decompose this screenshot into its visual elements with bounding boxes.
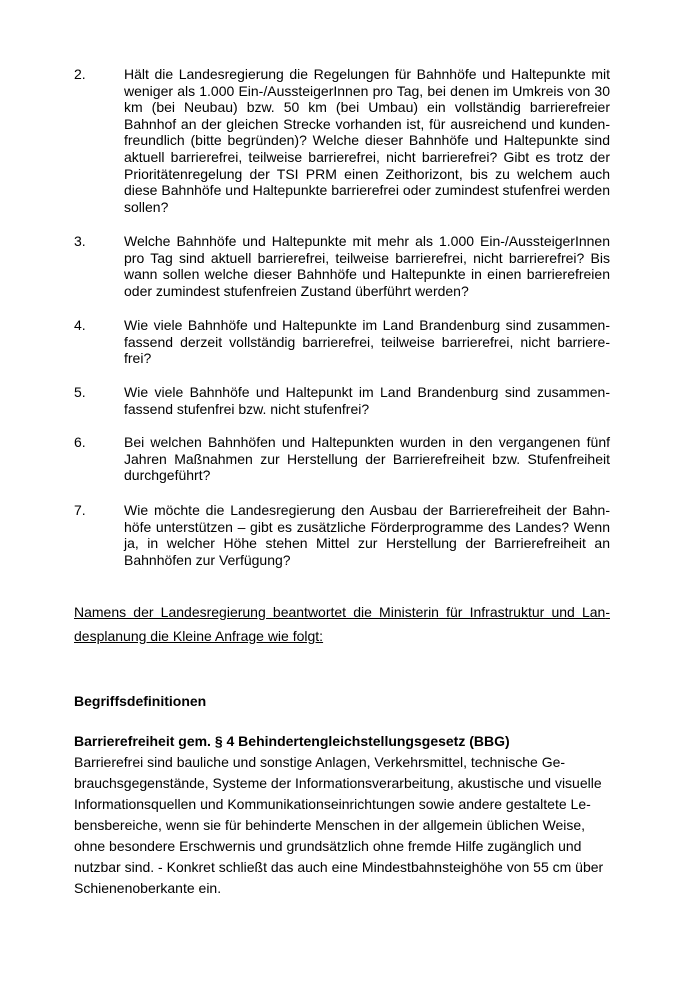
question-number: 7. [74, 502, 86, 518]
question-5 [74, 384, 610, 417]
question-text: Welche Bahnhöfe und Haltepunkte mit mehr als 1.000 Ein-/AussteigerInnen pro Tag sind aktuell barrierefrei, teilweise barrierefrei, nicht barrierefrei? Bis wann sollen welche dieser Bahnhöfe und Haltepunkte in einen barrierefreien oder zumindest stufenfreien Zustand überführt werden? [124, 233, 610, 299]
question-6 [74, 434, 610, 484]
definition-heading: Barrierefreiheit gem. § 4 Behindertengleichstellungsgesetz (BBG) [74, 733, 510, 749]
question-text: Wie viele Bahnhöfe und Haltepunkte im Land Brandenburg sind zusammenfassend derzeit vollständig barrierefrei, teilweise barrierefrei, nicht barrierefrei? [124, 317, 610, 367]
question-number: 5. [74, 384, 86, 400]
question-3 [74, 233, 610, 299]
question-text: Bei welchen Bahnhöfen und Haltepunkten wurden in den vergangenen fünf Jahren Maßnahmen zur Herstellung der Barrierefreiheit bzw. Stufenfreiheit durchgeführt? [124, 434, 610, 484]
question-text: Hält die Landesregierung die Regelungen für Bahnhöfe und Haltepunkte mit weniger als 1.000 Ein-/AussteigerInnen pro Tag, bei denen im Umkreis von 30 km (bei Neubau) bzw. 50 km (bei Umbau) ein vollständig barrierefreier Bahnhof an der gleichen Strecke vorhanden ist, für ausreichend und kundenfreundlich (bitte begründen)? Welche dieser Bahnhöfe und Haltepunkte sind aktuell barrierefrei, teilweise barrierefrei, nicht barrierefrei? Gibt es trotz der Prioritätenregelung der TSI PRM einen Zeithorizont, bis zu welchem auch diese Bahnhöfe und Haltepunkte barrierefrei oder zumindest stufenfrei werden sollen? [124, 66, 610, 215]
question-number: 2. [74, 66, 86, 82]
section-heading: Begriffsdefinitionen [74, 693, 207, 709]
definition-text: Barrierefrei sind bauliche und sonstige Anlagen, Verkehrsmittel, technische Gebrauchsgegenstände, Systeme der Informationsverarbeitung, akustische und visuelle Informationsquellen und Kommunikationseinrichtungen sowie andere gestaltete Lebensbereiche, wenn sie für behinderte Menschen in der allgemein üblichen Weise, ohne besondere Erschwernis und grundsätzlich ohne fremde Hilfe zugänglich und nutzbar sind. - Konkret schließt das auch eine Mindestbahnsteighöhe von 55 cm über Schienenoberkante ein. [74, 754, 604, 896]
question-text: Wie viele Bahnhöfe und Haltepunkt im Land Brandenburg sind zusammenfassend stufenfrei bzw. nicht stufenfrei? [124, 384, 610, 417]
question-number: 4. [74, 317, 86, 333]
question-7 [74, 502, 610, 568]
question-4 [74, 317, 610, 367]
answer-intro: Namens der Landesregierung beantwortet die Ministerin für Infrastruktur und Landesplanung die Kleine Anfrage wie folgt: [74, 604, 610, 644]
question-text: Wie möchte die Landesregierung den Ausbau der Barrierefreiheit der Bahnhöfe unterstützen – gibt es zusätzliche Förderprogramme des Landes? Wenn ja, in welcher Höhe stehen Mittel zur Herstellung der Barrierefreiheit an Bahnhöfen zur Verfügung? [124, 502, 610, 568]
question-number: 3. [74, 233, 86, 249]
question-2 [74, 66, 610, 215]
question-number: 6. [74, 434, 86, 450]
